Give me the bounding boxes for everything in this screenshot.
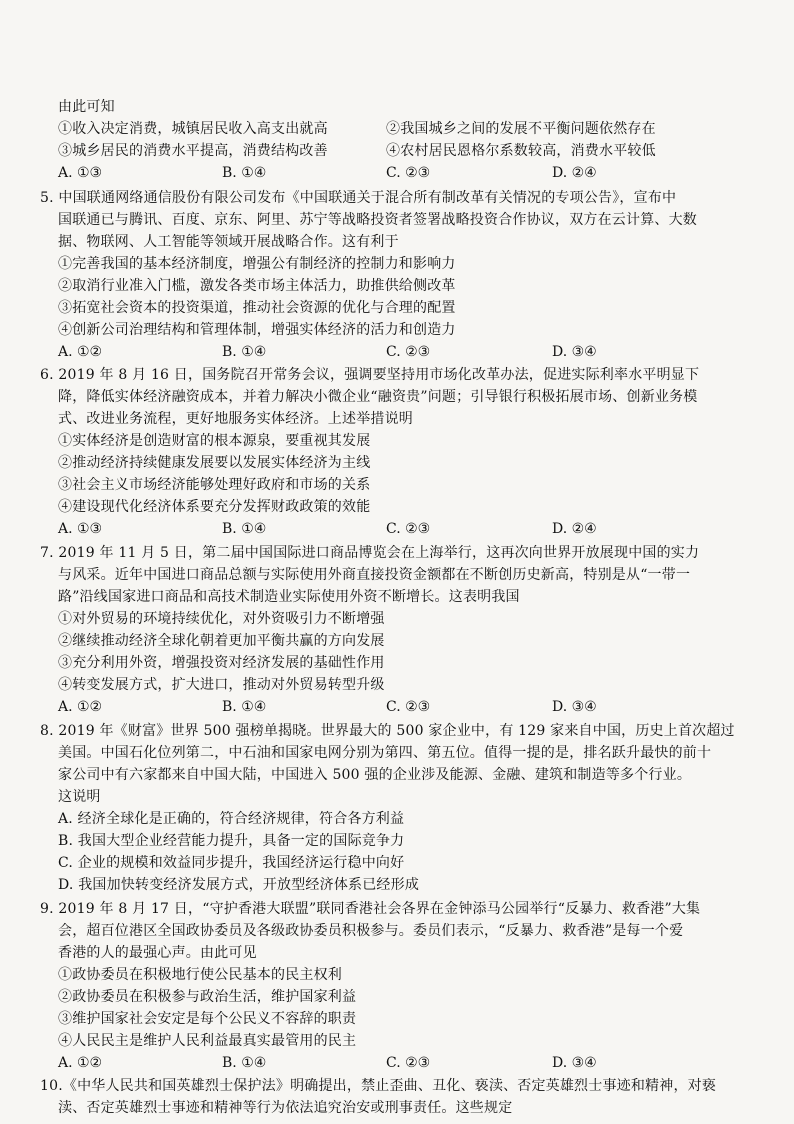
q5-option-b: B. ①④ (222, 344, 267, 360)
q7-stem-line-3: 路”沿线国家进口商品和高技术制造业实际使用外资不断增长。这表明我国 (58, 589, 520, 605)
intro-option-b: B. ①④ (222, 165, 267, 181)
intro-option-a: A. ①③ (58, 165, 103, 181)
q6-option-a: A. ①③ (58, 521, 103, 537)
q8-option-c: C. 企业的规模和效益同步提升，我国经济运行稳中向好 (58, 855, 405, 871)
q5-statement-1: ①完善我国的基本经济制度，增强公有制经济的控制力和影响力 (58, 256, 456, 272)
q9-statement-2: ②政协委员在积极参与政治生活，维护国家利益 (58, 989, 357, 1005)
q6-stem-line-2: 降，降低实体经济融资成本，并着力解决小微企业“融资贵”问题；引导银行积极拓展市场、创新业务模 (58, 389, 698, 405)
q9-statement-4: ④人民民主是维护人民利益最真实最管用的民主 (58, 1033, 357, 1049)
q6-statement-4: ④建设现代化经济体系要充分发挥财政政策的效能 (58, 499, 371, 515)
intro-option-d: D. ②④ (552, 165, 597, 181)
intro-stem: 由此可知 (58, 99, 115, 115)
intro-statement-3: ③城乡居民的消费水平提高，消费结构改善 (58, 143, 328, 159)
q6-stem-line-3: 式、改进业务流程，更好地服务实体经济。上述举措说明 (58, 411, 413, 427)
q9-stem-line-2: 会，超百位港区全国政协委员及各级政协委员积极参与。委员们表示，“反暴力、救香港”是每一个爱 (58, 923, 684, 939)
q9-stem-line-1: 9. 2019 年 8 月 17 日，“守护香港大联盟”联同香港社会各界在金钟添马公园举行“反暴力、救香港”大集 (40, 901, 701, 917)
q5-option-c: C. ②③ (386, 344, 431, 360)
intro-option-c: C. ②③ (386, 165, 431, 181)
q5-stem-line-1: 5. 中国联通网络通信股份有限公司发布《中国联通关于混合所有制改革有关情况的专项公告》，宣布中 (40, 190, 677, 206)
q7-option-c: C. ②③ (386, 699, 431, 715)
q7-statement-1: ①对外贸易的环境持续优化，对外资吸引力不断增强 (58, 611, 385, 627)
q6-stem-line-1: 6. 2019 年 8 月 16 日，国务院召开常务会议，强调要坚持用市场化改革办法，促进实际利率水平明显下 (40, 367, 700, 383)
intro-statement-4: ④农村居民恩格尔系数较高，消费水平较低 (386, 143, 656, 159)
q7-option-a: A. ①② (58, 699, 103, 715)
q5-stem-line-2: 国联通已与腾讯、百度、京东、阿里、苏宁等战略投资者签署战略投资合作协议，双方在云计算、大数 (58, 212, 697, 228)
q9-option-a: A. ①② (58, 1055, 103, 1071)
q6-statement-2: ②推动经济持续健康发展要以发展实体经济为主线 (58, 455, 371, 471)
q6-statement-1: ①实体经济是创造财富的根本源泉，要重视其发展 (58, 433, 371, 449)
intro-statement-2: ②我国城乡之间的发展不平衡问题依然存在 (386, 121, 656, 137)
q5-stem-line-3: 据、物联网、人工智能等领域开展战略合作。这有利于 (58, 234, 399, 250)
q9-statement-1: ①政协委员在积极地行使公民基本的民主权利 (58, 967, 342, 983)
q6-option-c: C. ②③ (386, 521, 431, 537)
q6-option-d: D. ②④ (552, 521, 597, 537)
q5-option-a: A. ①② (58, 344, 103, 360)
q6-statement-3: ③社会主义市场经济能够处理好政府和市场的关系 (58, 477, 371, 493)
q5-statement-3: ③拓宽社会资本的投资渠道，推动社会资源的优化与合理的配置 (58, 300, 456, 316)
q8-stem-line-4: 这说明 (58, 789, 101, 805)
q8-option-b: B. 我国大型企业经营能力提升，具备一定的国际竞争力 (58, 833, 405, 849)
q7-stem-line-2: 与风采。近年中国进口商品总额与实际使用外商直接投资金额都在不断创历史新高，特别是从“一带一 (58, 567, 691, 583)
q8-stem-line-3: 家公司中有六家都来自中国大陆，中国进入 500 强的企业涉及能源、金融、建筑和制造等多个行业。 (58, 767, 692, 783)
q7-option-b: B. ①④ (222, 699, 267, 715)
q9-statement-3: ③维护国家社会安定是每个公民义不容辞的职责 (58, 1011, 357, 1027)
intro-statement-1: ①收入决定消费，城镇居民收入高支出就高 (58, 121, 328, 137)
q5-statement-4: ④创新公司治理结构和管理体制，增强实体经济的活力和创造力 (58, 322, 456, 338)
q8-stem-line-1: 8. 2019 年《财富》世界 500 强榜单揭晓。世界最大的 500 家企业中，有 129 家来自中国，历史上首次超过 (40, 723, 735, 739)
q7-statement-3: ③充分利用外资，增强投资对经济发展的基础性作用 (58, 655, 385, 671)
q9-option-b: B. ①④ (222, 1055, 267, 1071)
q8-option-a: A. 经济全球化是正确的，符合经济规律，符合各方利益 (58, 811, 405, 827)
q8-option-d: D. 我国加快转变经济发展方式，开放型经济体系已经形成 (58, 877, 420, 893)
q10-stem-line-2: 渎、否定英雄烈士事迹和精神等行为依法追究治安或刑事责任。这些规定 (58, 1100, 513, 1116)
q6-option-b: B. ①④ (222, 521, 267, 537)
q7-statement-4: ④转变发展方式，扩大进口，推动对外贸易转型升级 (58, 677, 385, 693)
q9-option-c: C. ②③ (386, 1055, 431, 1071)
q5-statement-2: ②取消行业准入门槛，激发各类市场主体活力，助推供给侧改革 (58, 278, 456, 294)
q7-statement-2: ②继续推动经济全球化朝着更加平衡共赢的方向发展 (58, 633, 385, 649)
q7-option-d: D. ③④ (552, 699, 597, 715)
q10-stem-line-1: 10.《中华人民共和国英雄烈士保护法》明确提出，禁止歪曲、丑化、亵渎、否定英雄烈士事迹和精神，对亵 (40, 1078, 717, 1094)
q8-stem-line-2: 美国。中国石化位列第二，中石油和国家电网分别为第四、第五位。值得一提的是，排名跃升最快的前十 (58, 745, 712, 761)
q5-option-d: D. ③④ (552, 344, 597, 360)
q9-option-d: D. ③④ (552, 1055, 597, 1071)
q9-stem-line-3: 香港的人的最强心声。由此可见 (58, 945, 257, 961)
q7-stem-line-1: 7. 2019 年 11 月 5 日，第二届中国国际进口商品博览会在上海举行，这再次向世界开放展现中国的实力 (40, 545, 700, 561)
